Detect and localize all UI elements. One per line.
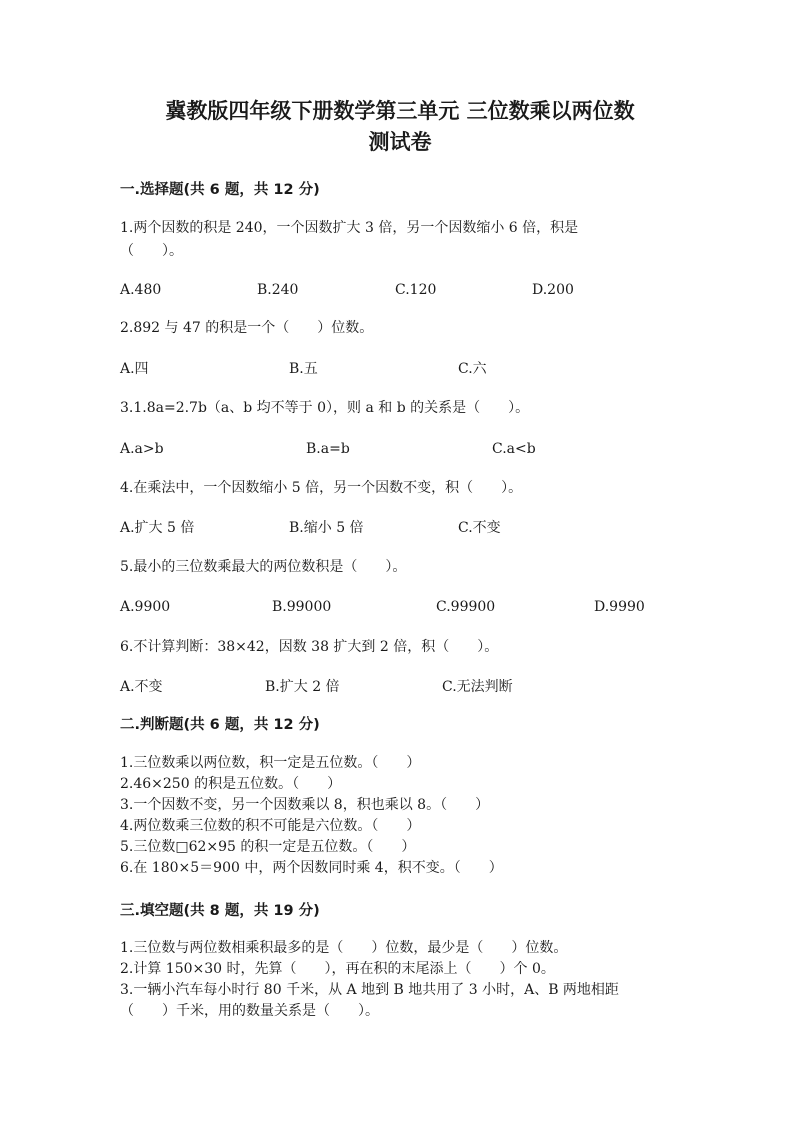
question-stem-continued: （ ）。 [120,243,183,259]
judgement-item: 3.一个因数不变，另一个因数乘以 8，积也乘以 8。（ ） [120,797,490,813]
judgement-item: 1.三位数乘以两位数，积一定是五位数。（ ） [120,755,421,771]
option-a: A.扩大 5 倍 [120,520,195,536]
option-a: A.480 [120,282,162,298]
option-c: C.不变 [458,520,501,536]
question-stem: 3.1.8a=2.7b（a、b 均不等于 0），则 a 和 b 的关系是（ ）。 [120,400,530,416]
option-d: D.9990 [594,599,645,615]
page-title: 冀教版四年级下册数学第三单元 三位数乘以两位数 [165,99,635,123]
option-c: C.六 [458,361,487,377]
judgement-item: 5.三位数□62×95 的积一定是五位数。（ ） [120,839,416,855]
judgement-item: 2.46×250 的积是五位数。（ ） [120,776,342,792]
judgement-item: 4.两位数乘三位数的积不可能是六位数。（ ） [120,818,421,834]
option-b: B.缩小 5 倍 [289,520,364,536]
option-b: B.99000 [272,599,332,615]
option-a: A.a>b [120,441,164,457]
section-heading-judgement: 二.判断题(共 6 题，共 12 分) [120,717,320,733]
option-a: A.四 [120,361,149,377]
option-c: C.无法判断 [442,679,513,695]
judgement-item: 6.在 180×5＝900 中，两个因数同时乘 4，积不变。（ ） [120,860,503,876]
page-title-line2: 测试卷 [368,130,432,154]
fill-blank-item: 2.计算 150×30 时，先算（ ），再在积的末尾添上（ ）个 0。 [120,961,555,977]
option-a: A.9900 [120,599,171,615]
option-c: C.99900 [436,599,496,615]
option-a: A.不变 [120,679,163,695]
section-heading-choice: 一.选择题(共 6 题，共 12 分) [120,182,320,198]
fill-blank-item-continued: （ ）千米，用的数量关系是（ ）。 [120,1003,379,1019]
option-b: B.a=b [306,441,350,457]
question-stem: 6.不计算判断：38×42，因数 38 扩大到 2 倍，积（ ）。 [120,639,499,655]
option-c: C.a<b [492,441,536,457]
option-b: B.五 [289,361,318,377]
section-heading-fill-blank: 三.填空题(共 8 题，共 19 分) [120,903,320,919]
question-stem: 5.最小的三位数乘最大的两位数积是（ ）。 [120,559,407,575]
fill-blank-item: 1.三位数与两位数相乘积最多的是（ ）位数，最少是（ ）位数。 [120,940,568,956]
question-stem: 4.在乘法中，一个因数缩小 5 倍，另一个因数不变，积（ ）。 [120,480,523,496]
option-b: B.扩大 2 倍 [265,679,340,695]
option-d: D.200 [532,282,574,298]
fill-blank-item: 3.一辆小汽车每小时行 80 千米，从 A 地到 B 地共用了 3 小时，A、B 两地相距 [120,982,619,998]
question-stem: 1.两个因数的积是 240，一个因数扩大 3 倍，另一个因数缩小 6 倍，积是 [120,220,579,236]
option-c: C.120 [395,282,437,298]
question-stem: 2.892 与 47 的积是一个（ ）位数。 [120,320,374,336]
option-b: B.240 [257,282,299,298]
